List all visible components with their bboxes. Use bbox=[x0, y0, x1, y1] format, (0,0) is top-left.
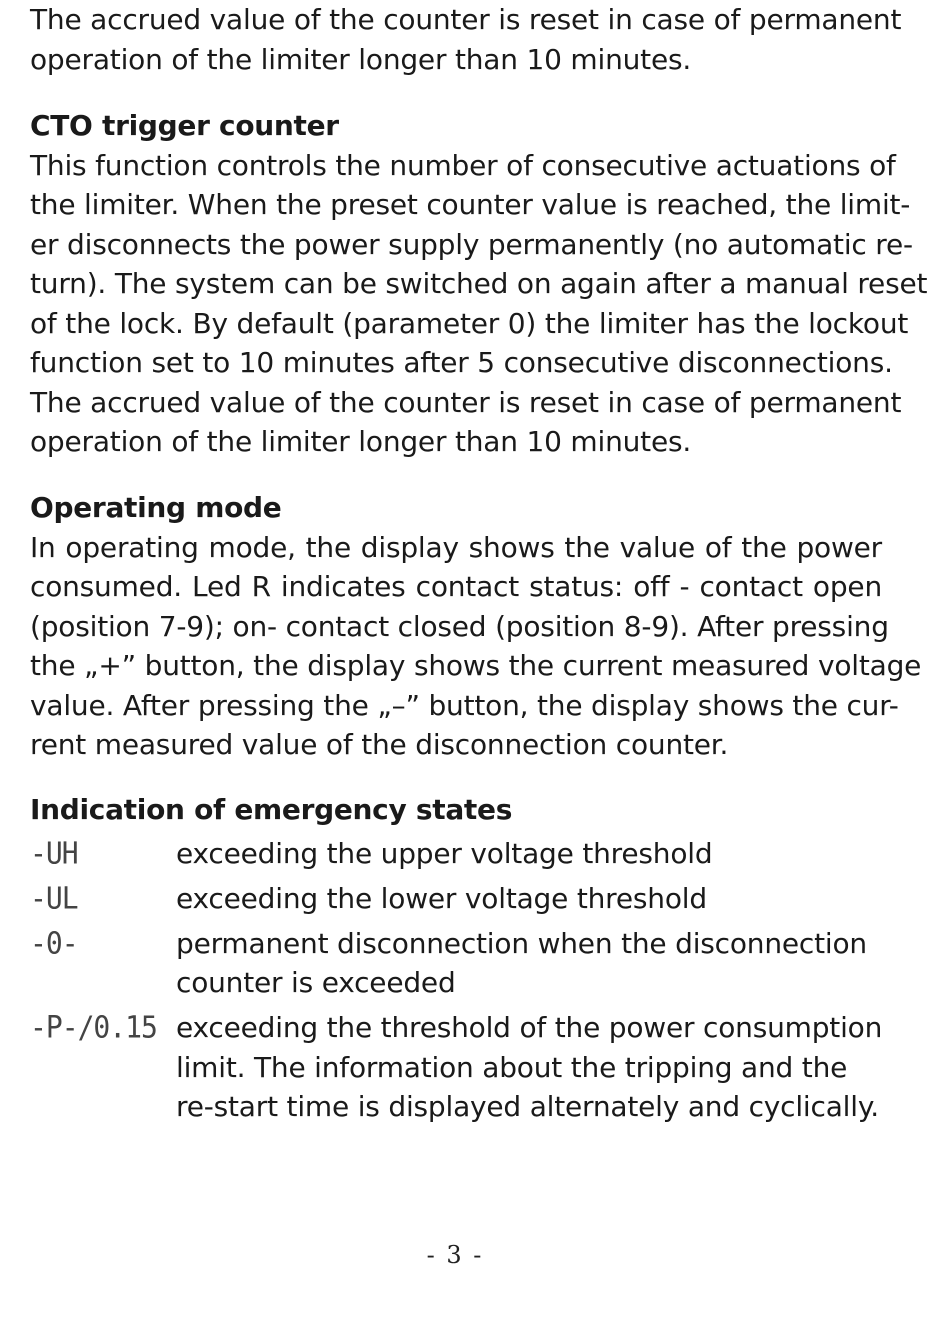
code-description bbox=[176, 834, 882, 874]
operating-mode-section bbox=[30, 488, 922, 765]
intro-paragraph bbox=[30, 0, 902, 79]
emergency-code-list bbox=[30, 834, 882, 1127]
emergency-code-row bbox=[30, 1008, 882, 1127]
emergency-code-row bbox=[30, 879, 882, 919]
emergency-code-row bbox=[30, 834, 882, 874]
text-line: turn). The system can be switched on again after a manual reset bbox=[30, 267, 928, 300]
emergency-section bbox=[30, 790, 882, 1127]
text-line: er disconnects the power supply permanently (no automatic re- bbox=[30, 227, 913, 261]
display-code: -0- bbox=[30, 925, 78, 961]
text-line: re-start time is displayed alternately and cyclically. bbox=[176, 1090, 879, 1123]
cto-heading: CTO trigger counter bbox=[30, 109, 339, 142]
operating-mode-paragraph bbox=[30, 528, 922, 765]
text-line: limit. The information about the tripping and the bbox=[176, 1050, 848, 1084]
text-line: permanent disconnection when the disconnection bbox=[176, 926, 867, 960]
display-code: -P-/0.15 bbox=[30, 1009, 157, 1046]
emergency-code-row bbox=[30, 924, 882, 1003]
text-line: rent measured value of the disconnection counter. bbox=[30, 728, 729, 761]
text-line: exceeding the threshold of the power consumption bbox=[176, 1011, 883, 1044]
display-code: -UH bbox=[30, 835, 78, 871]
page-number: - 3 - bbox=[426, 1241, 484, 1269]
cto-section bbox=[30, 106, 928, 462]
code-description bbox=[176, 924, 882, 1003]
text-line: This function controls the number of consecutive actuations of bbox=[30, 148, 896, 182]
text-line: consumed. Led R indicates contact status: off - contact open bbox=[30, 570, 882, 603]
text-line: In operating mode, the display shows the value of the power bbox=[30, 530, 882, 564]
text-line: The accrued value of the counter is reset in case of permanent bbox=[30, 3, 902, 36]
code-description bbox=[176, 1008, 882, 1127]
text-line: The accrued value of the counter is reset in case of permanent bbox=[30, 385, 902, 419]
text-line: function set to 10 minutes after 5 consecutive disconnections. bbox=[30, 346, 893, 379]
text-line: (position 7-9); on- contact closed (position 8-9). After pressing bbox=[30, 609, 889, 643]
cto-paragraph bbox=[30, 146, 928, 462]
text-line: of the lock. By default (parameter 0) the limiter has the lockout bbox=[30, 306, 909, 340]
text-line: operation of the limiter longer than 10 minutes. bbox=[30, 42, 692, 76]
text-line: the limiter. When the preset counter value is reached, the limit- bbox=[30, 188, 911, 221]
text-line: counter is exceeded bbox=[176, 966, 456, 999]
text-line: exceeding the upper voltage threshold bbox=[176, 836, 713, 870]
text-line: the „+” button, the display shows the current measured voltage bbox=[30, 649, 922, 682]
code-description bbox=[176, 879, 882, 919]
text-line: value. After pressing the „–” button, the display shows the cur- bbox=[30, 688, 899, 722]
display-code: -UL bbox=[30, 880, 78, 916]
text-line: operation of the limiter longer than 10 minutes. bbox=[30, 425, 692, 458]
operating-mode-heading: Operating mode bbox=[30, 491, 282, 524]
text-line: exceeding the lower voltage threshold bbox=[176, 881, 707, 915]
emergency-heading: Indication of emergency states bbox=[30, 793, 513, 826]
intro-section bbox=[30, 0, 902, 79]
